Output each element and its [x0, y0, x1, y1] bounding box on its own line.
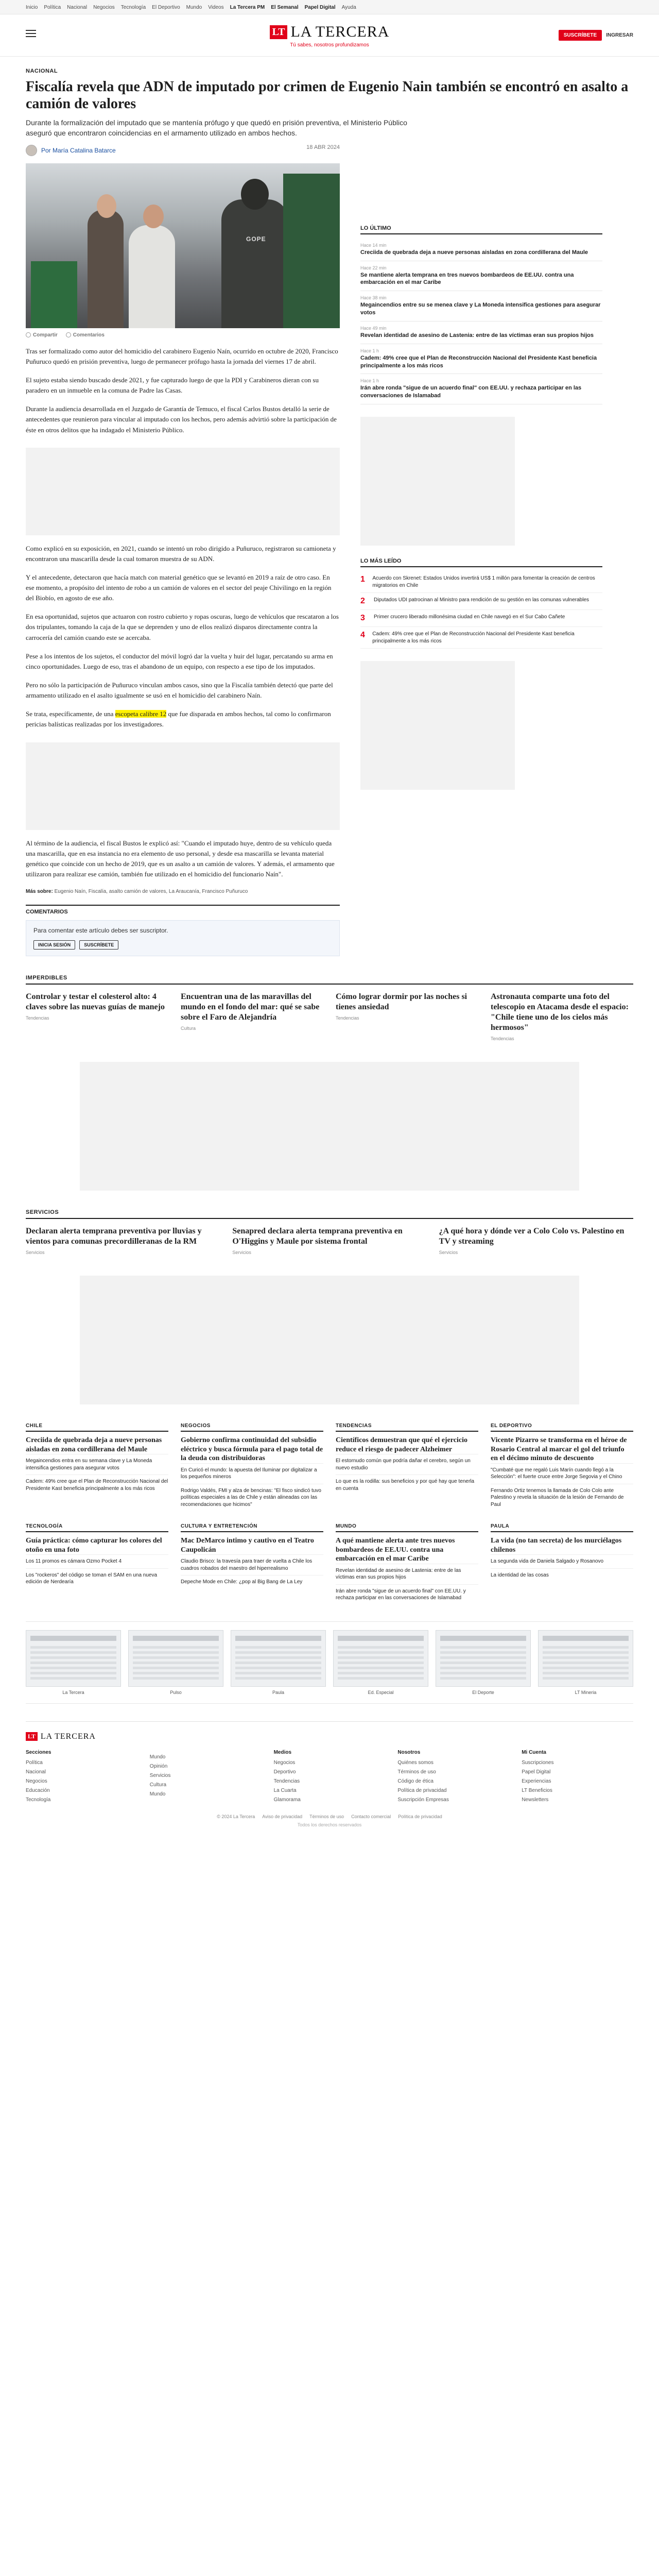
topnav-link[interactable]: Inicio	[26, 4, 38, 10]
mostread-rank: 4	[360, 631, 365, 640]
login-link[interactable]: INGRESAR	[606, 32, 633, 38]
logo-text: LA TERCERA	[290, 23, 390, 40]
newspaper-cover[interactable]	[436, 1630, 531, 1695]
imperdible-card[interactable]	[336, 992, 478, 1041]
latest-title[interactable]: Se mantiene alerta temprana en tres nuevos bombardeos de EE.UU. contra una embarcación en el mar Caribe	[360, 272, 574, 286]
latest-time: Hace 14 min	[360, 242, 387, 248]
footer-link[interactable]: Educación	[26, 1787, 50, 1793]
mostread-rank: 1	[360, 575, 365, 584]
card-title[interactable]: Astronauta comparte una foto del telescopio en Atacama desde el espacio: "Chile tiene uno de los cielos más hermosos"	[491, 992, 629, 1032]
imperdible-card[interactable]	[491, 992, 633, 1041]
newspaper-cover[interactable]	[538, 1630, 633, 1695]
sidebar-ad	[360, 417, 515, 546]
latest-heading: LO ÚLTIMO	[360, 225, 602, 234]
newspaper-thumb	[231, 1630, 326, 1687]
footer-column-title: Mi Cuenta	[522, 1749, 546, 1755]
servicio-card[interactable]	[232, 1226, 426, 1255]
newspaper-thumb	[538, 1630, 633, 1687]
author-name[interactable]: Por María Catalina Batarce	[41, 146, 116, 154]
section-item[interactable]: Rodrigo Valdés, FMI y alza de bencinas: "El fisco sindicó tuvo políticas especiales a las de Chile y están alineadas con las recomendaciones que hicimos"	[181, 1484, 323, 1512]
section-block	[26, 1523, 168, 1605]
legal-link[interactable]: © 2024 La Tercera	[217, 1814, 255, 1819]
logo-mark: LT	[270, 25, 288, 39]
newspaper-thumb	[26, 1630, 121, 1687]
footer-link[interactable]: Cultura	[149, 1782, 167, 1788]
tags-list[interactable]: Eugenio Naín, Fiscalía, asalto camión de valores, La Araucanía, Francisco Puñuruco	[54, 889, 248, 895]
latest-item[interactable]	[360, 239, 602, 261]
footer-logo[interactable]: LT LA TERCERA	[26, 1732, 633, 1741]
mostread-item[interactable]	[360, 627, 602, 649]
newspaper-cover[interactable]	[333, 1630, 428, 1695]
newspaper-label: La Tercera	[62, 1689, 84, 1695]
ad-slot	[26, 742, 340, 830]
section-item[interactable]: La identidad de las cosas	[491, 1568, 633, 1582]
card-meta: Tendencias	[336, 1015, 359, 1021]
section-item[interactable]: Megaincendios entra en su semana clave y La Moneda intensifica gestiones para asegurar votos	[26, 1454, 168, 1475]
paragraph: Al término de la audiencia, el fiscal Bustos le explicó así: "Cuando el imputado huye, dentro de su vehículo queda una mascarilla, que en esa instancia no era elemento de uso personal, y desde esa mascarilla se levanta material genético que coincide con un hecho de 2019, que es un asalto a un camión de valores. Y además, el armamento que utilizaron para realizar ese camión, también fue utilizado en el homicidio del funcionario Naín".	[26, 839, 335, 878]
footer-link[interactable]: Glamorama	[273, 1797, 301, 1803]
mostread-title[interactable]: Cadem: 49% cree que el Plan de Reconstrucción Nacional del Presidente Kast beneficia principalmente a los más ricos	[372, 631, 575, 644]
footer-link[interactable]: La Cuarta	[273, 1787, 297, 1793]
footer-column-title: Secciones	[26, 1749, 51, 1755]
latest-item[interactable]	[360, 344, 602, 375]
latest-time: Hace 38 min	[360, 295, 387, 301]
section-item[interactable]: El estornudo común que podría dañar el cerebro, según un nuevo estudio	[336, 1454, 478, 1475]
latest-time: Hace 22 min	[360, 265, 387, 270]
footer-column	[274, 1750, 386, 1805]
section-heading[interactable]: NEGOCIOS	[181, 1423, 323, 1432]
section-block	[181, 1523, 323, 1605]
card-meta: Cultura	[181, 1026, 196, 1031]
hero-vest-label: GOPE	[246, 235, 266, 243]
footer-link[interactable]: Negocios	[273, 1759, 296, 1766]
latest-title[interactable]: Creciida de quebrada deja a nueve personas aisladas en zona cordillerana del Maule	[360, 249, 588, 256]
latest-item[interactable]	[360, 374, 602, 404]
topnav-link[interactable]: Política	[44, 4, 61, 10]
legal-link[interactable]: Términos de uso	[309, 1814, 344, 1819]
section-block	[491, 1523, 633, 1605]
paragraph: Tras ser formalizado como autor del homicidio del carabinero Eugenio Naín, ocurrido en octubre de 2020, Francisco Puñuruco quedó en prisión preventiva, luego de permanecer prófugo hasta la jornada del viernes 17 de abril.	[26, 347, 338, 365]
newspaper-thumb	[333, 1630, 428, 1687]
section-lead[interactable]: Gobierno confirma continuidad del subsidio eléctrico y busca fórmula para el pago total de la deuda con distribuidoras	[181, 1436, 323, 1463]
section-item[interactable]: La segunda vida de Daniela Salgado y Rosanovo	[491, 1554, 633, 1568]
paragraph: Se trata, específicamente, de una escopeta calibre 12 que fue disparada en ambos hechos, tal como lo confirmaron pericias balísticas realizadas por los investigadores.	[26, 710, 331, 728]
section-heading[interactable]: CHILE	[26, 1423, 168, 1432]
topnav-link[interactable]: La Tercera PM	[230, 4, 265, 10]
footer-link[interactable]: Mundo	[149, 1754, 166, 1760]
footer-link[interactable]: Papel Digital	[522, 1769, 551, 1775]
footer-link[interactable]: Negocios	[26, 1778, 47, 1784]
highlighted-phrase: escopeta calibre 12	[115, 710, 167, 718]
footer-link[interactable]: Suscripción Empresas	[397, 1797, 449, 1803]
footer-column-title: Medios	[273, 1749, 292, 1755]
latest-time: Hace 1 h	[360, 348, 379, 353]
mostread-title[interactable]: Acuerdo con Skrenet: Estados Unidos invertirá US$ 1 millón para fomentar la creación de centros migratorios en Chile	[372, 575, 595, 588]
card-meta: Servicios	[232, 1250, 251, 1256]
footer-link[interactable]: Opinión	[149, 1763, 168, 1769]
card-title[interactable]: ¿A qué hora y dónde ver a Colo Colo vs. Palestino en TV y streaming	[439, 1227, 625, 1246]
hero-image	[26, 163, 340, 328]
article-tags: Más sobre: Eugenio Naín, Fiscalía, asalto camión de valores, La Araucanía, Francisco Puñuruco	[26, 889, 248, 895]
section-lead[interactable]: Creciida de quebrada deja a nueve personas aisladas en zona cordillerana del Maule	[26, 1436, 162, 1453]
footer-link[interactable]: LT Beneficios	[522, 1787, 552, 1793]
mostread-item[interactable]	[360, 571, 602, 593]
comment-subscribe-button[interactable]: SUSCRÍBETE	[79, 940, 118, 950]
footer-link[interactable]: Quiénes somos	[397, 1759, 433, 1766]
imperdibles-heading: IMPERDIBLES	[26, 975, 633, 985]
footer-link[interactable]: Política	[26, 1759, 43, 1766]
mostread-rank: 3	[360, 614, 365, 623]
site-header	[0, 14, 659, 57]
legal-link[interactable]: Política de privacidad	[398, 1814, 442, 1819]
section-lead[interactable]: Científicos demuestran que qué el ejercicio reduce el riesgo de padecer Alzheimer	[336, 1436, 467, 1453]
mostread-item[interactable]	[360, 593, 602, 610]
section-item[interactable]: Fernando Ortiz tenemos la llamada de Colo Colo ante Palestino y revela la situación de la lesión de Fernando de Paul	[491, 1484, 633, 1512]
card-title[interactable]: Senapred declara alerta temprana preventiva en O'Higgins y Maule por sistema frontal	[232, 1227, 403, 1246]
newspaper-label: Paula	[272, 1689, 285, 1695]
footer-link[interactable]: Política de privacidad	[397, 1787, 447, 1793]
footer-link[interactable]: Nacional	[26, 1769, 46, 1775]
section-item[interactable]: Lo que es la rodilla: sus beneficios y por qué hay que tenerla en cuenta	[336, 1475, 478, 1495]
latest-title[interactable]: Irán abre ronda "sigue de un acuerdo final" con EE.UU. y rechaza participar en las conversaciones de Islamabad	[360, 385, 582, 399]
topnav-link[interactable]: Papel Digital	[304, 4, 336, 10]
section-block	[336, 1423, 478, 1511]
imperdible-card[interactable]	[26, 992, 168, 1041]
comments-heading: COMENTARIOS	[26, 905, 340, 915]
site-logo[interactable]	[270, 23, 390, 48]
section-heading[interactable]: PAULA	[491, 1523, 633, 1532]
section-heading[interactable]: EL DEPORTIVO	[491, 1423, 633, 1432]
footer-column	[522, 1750, 633, 1805]
footer-link[interactable]: Código de ética	[397, 1778, 433, 1784]
newspaper-cover[interactable]	[128, 1630, 223, 1695]
section-item[interactable]: Cadem: 49% cree que el Plan de Reconstrucción Nacional del Presidente Kast beneficia principalmente a los más ricos	[26, 1475, 168, 1495]
newspaper-thumb	[128, 1630, 223, 1687]
comment-login-button[interactable]: INICIA SESIÓN	[33, 940, 75, 950]
latest-item[interactable]	[360, 291, 602, 321]
share-button[interactable]: Compartir	[26, 332, 58, 338]
article-date: 18 ABR 2024	[306, 144, 340, 150]
latest-item[interactable]	[360, 321, 602, 344]
section-lead[interactable]: La vida (no tan secreta) de los murciélagos chilenos	[491, 1537, 622, 1554]
section-lead[interactable]: Vicente Pizarro se transforma en el héroe de Rosario Central al marcar el gol del triunfo en el décimo minuto de descuento	[491, 1436, 627, 1463]
latest-title[interactable]: Megaincendios entre su se menea clave y La Moneda intensifica gestiones para asegurar votos	[360, 302, 601, 316]
footer-column	[26, 1750, 137, 1805]
topnav-link[interactable]: Ayuda	[341, 4, 356, 10]
newspaper-label: LT Mineria	[575, 1689, 597, 1695]
article-body	[26, 346, 340, 880]
section-item[interactable]: Irán abre ronda "sigue de un acuerdo final" con EE.UU. y rechaza participar en las conversaciones de Islamabad	[336, 1584, 478, 1605]
paragraph: Como explicó en su exposición, en 2021, cuando se intentó un robo dirigido a Puñuruco, registraron su camioneta y encontraron una mascarilla desde la cual tomaron muestra de su ADN.	[26, 544, 336, 563]
section-heading[interactable]: TENDENCIAS	[336, 1423, 478, 1432]
latest-title[interactable]: Revelan identidad de asesino de Lastenia: entre de las víctimas eran sus propios hijos	[360, 332, 594, 338]
paragraph: El sujeto estaba siendo buscado desde 2021, y fue capturado luego de que la PDI y Carabineros dieran con su paradero en un inmueble en la comuna de Padre las Casas.	[26, 376, 319, 395]
footer-column	[397, 1750, 509, 1805]
footer-column	[150, 1750, 262, 1805]
wide-ad	[80, 1062, 579, 1191]
section-heading[interactable]: MUNDO	[336, 1523, 478, 1532]
article-section[interactable]: NACIONAL	[26, 68, 58, 74]
hamburger-menu-icon[interactable]	[26, 30, 36, 37]
latest-title[interactable]: Cadem: 49% cree que el Plan de Reconstrucción Nacional del Presidente Kast beneficia principalmente a los más ricos	[360, 354, 597, 369]
footer-link[interactable]: Experiencias	[522, 1778, 551, 1784]
site-footer	[26, 1721, 633, 1843]
comment-prompt: Para comentar este artículo debes ser suscriptor.	[33, 927, 168, 935]
topnav-link[interactable]: El Deportivo	[152, 4, 180, 10]
section-item[interactable]: Claudio Brisco: la travesía para traer de vuelta a Chile los cuadros robados del maestro del hiperrealismo	[181, 1554, 323, 1575]
topnav-link[interactable]: Videos	[208, 4, 224, 10]
article-dek: Durante la formalización del imputado que se mantenía prófugo y que quedó en prisión preventiva, el Ministerio Público aseguró que encontraron coincidencias en el armamento utilizado en ambos hechos.	[26, 118, 407, 138]
section-block	[491, 1423, 633, 1511]
newspaper-cover[interactable]	[231, 1630, 326, 1695]
imperdible-card[interactable]	[181, 992, 323, 1041]
footer-link[interactable]: Tecnología	[26, 1797, 51, 1803]
article-headline: Fiscalía revela que ADN de imputado por crimen de Eugenio Nain también se encontró en asalto a camión de valores	[26, 79, 629, 112]
section-lead[interactable]: Mac DeMarco intimo y cautivo en el Teatro Caupolicán	[181, 1537, 314, 1554]
latest-item[interactable]	[360, 261, 602, 292]
paragraph: Durante la audiencia desarrollada en el Juzgado de Garantía de Temuco, el fiscal Carlos Bustos detalló la serie de antecedentes que reunieron para vincular al imputado con los hechos, pero además advirtió sobre la participación de éste en otros delitos que ha indagado el Ministerio Público.	[26, 405, 337, 434]
footer-link[interactable]: Suscripciones	[522, 1759, 554, 1766]
card-meta: Servicios	[439, 1250, 458, 1256]
section-block	[26, 1423, 168, 1511]
footer-link[interactable]: Mundo	[149, 1791, 166, 1797]
legal-link[interactable]: Aviso de privacidad	[262, 1814, 303, 1819]
topnav-link[interactable]: Negocios	[93, 4, 115, 10]
legal-link[interactable]: Contacto comercial	[351, 1814, 391, 1819]
paragraph: Pero no sólo la participación de Puñuruco vinculan ambos casos, sino que la Fiscalía también detectó que parte del armamento utilizado en el asalto igualmente se usó en el homicidio del carabinero Naín.	[26, 681, 333, 700]
mostread-title[interactable]: Primer crucero liberado millonésima ciudad en Chile navegó en el Sur Cabo Cañete	[374, 614, 565, 620]
topnav-link[interactable]: Tecnología	[120, 4, 146, 10]
footer-link[interactable]: Newsletters	[522, 1797, 549, 1803]
footer-link[interactable]: Tendencias	[273, 1778, 300, 1784]
servicio-card[interactable]	[439, 1226, 633, 1255]
card-title[interactable]: Controlar y testar el colesterol alto: 4 claves sobre las nuevas guías de manejo	[26, 992, 165, 1012]
topnav-link[interactable]: Mundo	[186, 4, 202, 10]
mostread-rank: 2	[360, 597, 365, 606]
section-item[interactable]: Los "rockeros" del código se toman el SAM en una nueva edición de Nerdearía	[26, 1568, 168, 1589]
newspaper-label: Pulso	[170, 1689, 182, 1695]
footer-link[interactable]: Servicios	[149, 1772, 171, 1778]
topnav-link[interactable]: El Semanal	[271, 4, 299, 10]
footer-link[interactable]: Términos de uso	[397, 1769, 436, 1775]
section-heading[interactable]: CULTURA Y ENTRETENCIÓN	[181, 1523, 323, 1532]
wide-ad	[80, 1276, 579, 1404]
ad-slot	[26, 448, 340, 535]
latest-time: Hace 49 min	[360, 325, 387, 331]
card-title[interactable]: Declaran alerta temprana preventiva por lluvias y vientos para comunas precordilleranas de la RM	[26, 1227, 202, 1246]
paragraph: Y el antecedente, detectaron que hacía match con material genético que se levantó en 2019 a raíz de otro caso. En ese momento, a propósito del intento de robo a un camión de valores en el sector del peaje Chivilingo en la región del Biobío, en agosto de ese año.	[26, 573, 332, 602]
comment-icon	[66, 332, 71, 337]
topnav-link[interactable]: Nacional	[67, 4, 88, 10]
section-item[interactable]: "Cumbaté que me regaló Luis Marín cuando llegó a la Selección": el fuerte cruce entre Jorge Segovia y el Chino	[491, 1463, 633, 1484]
footer-link[interactable]: Deportivo	[273, 1769, 296, 1775]
section-item[interactable]: Los 11 promos es cámara Ozmo Pocket 4	[26, 1554, 168, 1568]
top-navigation	[0, 0, 659, 14]
newspaper-cover[interactable]	[26, 1630, 121, 1695]
mostread-heading: LO MÁS LEÍDO	[360, 558, 602, 567]
section-block	[336, 1523, 478, 1605]
subscribe-button[interactable]: SUSCRÍBETE	[559, 30, 602, 41]
comments-count-button[interactable]: Comentarios	[66, 332, 105, 338]
newspaper-label: Ed. Especial	[368, 1689, 394, 1695]
servicios-heading: SERVICIOS	[26, 1209, 633, 1219]
comment-box	[26, 920, 340, 956]
section-item[interactable]: Depeche Mode en Chile: ¿pop al Big Bang de La Ley	[181, 1575, 323, 1589]
byline	[26, 145, 116, 156]
section-lead[interactable]: A qué mantiene alerta ante tres nuevos bombardeos de EE.UU. contra una embarcación en el mar Caribe	[336, 1537, 455, 1563]
paragraph: En esa oportunidad, sujetos que actuaron con rostro cubierto y ropas oscuras, luego de vehículos que rescataron a los dos tripulantes, tomando la caja de la que se deprenden y uno de ellos realizó disparos directamente contra la carrocería del camión cuando este se acercaba.	[26, 613, 339, 641]
mostread-title[interactable]: Diputados UDI patrocinan al Ministro para rendición de su gestión en las comunas vulnerables	[374, 597, 589, 603]
share-icon	[26, 332, 31, 337]
section-lead[interactable]: Guía práctica: cómo capturar los colores del otoño en una foto	[26, 1537, 162, 1554]
card-title[interactable]: Encuentran una de las maravillas del mundo en el fondo del mar: qué se sabe sobre el Faro de Alejandría	[181, 992, 320, 1022]
card-meta: Tendencias	[26, 1015, 49, 1021]
legal-note: Todos los derechos reservados	[297, 1822, 362, 1827]
card-meta: Servicios	[26, 1250, 45, 1256]
paragraph: Pese a los intentos de los sujetos, el conductor del móvil logró dar la vuelta y huir del lugar, percatando su arma en cinco oportunidades. Luego de eso, tras el abandono de un equipo, con respecto a ese tipo de los imputados.	[26, 652, 333, 670]
sidebar-ad	[360, 661, 515, 790]
newspaper-thumb	[436, 1630, 531, 1687]
card-meta: Tendencias	[491, 1036, 514, 1042]
mostread-item[interactable]	[360, 610, 602, 627]
section-item[interactable]: Revelan identidad de asesino de Lastenia: entre de las víctimas eran sus propios hijos	[336, 1564, 478, 1584]
card-title[interactable]: Cómo lograr dormir por las noches si tienes ansiedad	[336, 992, 467, 1012]
section-heading[interactable]: TECNOLOGÍA	[26, 1523, 168, 1532]
author-avatar	[26, 145, 37, 156]
latest-time: Hace 1 h	[360, 378, 379, 384]
section-item[interactable]: En Curicó el mundo: la apuesta del Iluminar por digitalizar a los pequeños mineros	[181, 1463, 323, 1484]
servicio-card[interactable]	[26, 1226, 220, 1255]
newspaper-label: El Deporte	[472, 1689, 494, 1695]
section-block	[181, 1423, 323, 1511]
tagline: Tú sabes, nosotros profundizamos	[290, 42, 369, 48]
footer-column-title: Nosotros	[397, 1749, 421, 1755]
